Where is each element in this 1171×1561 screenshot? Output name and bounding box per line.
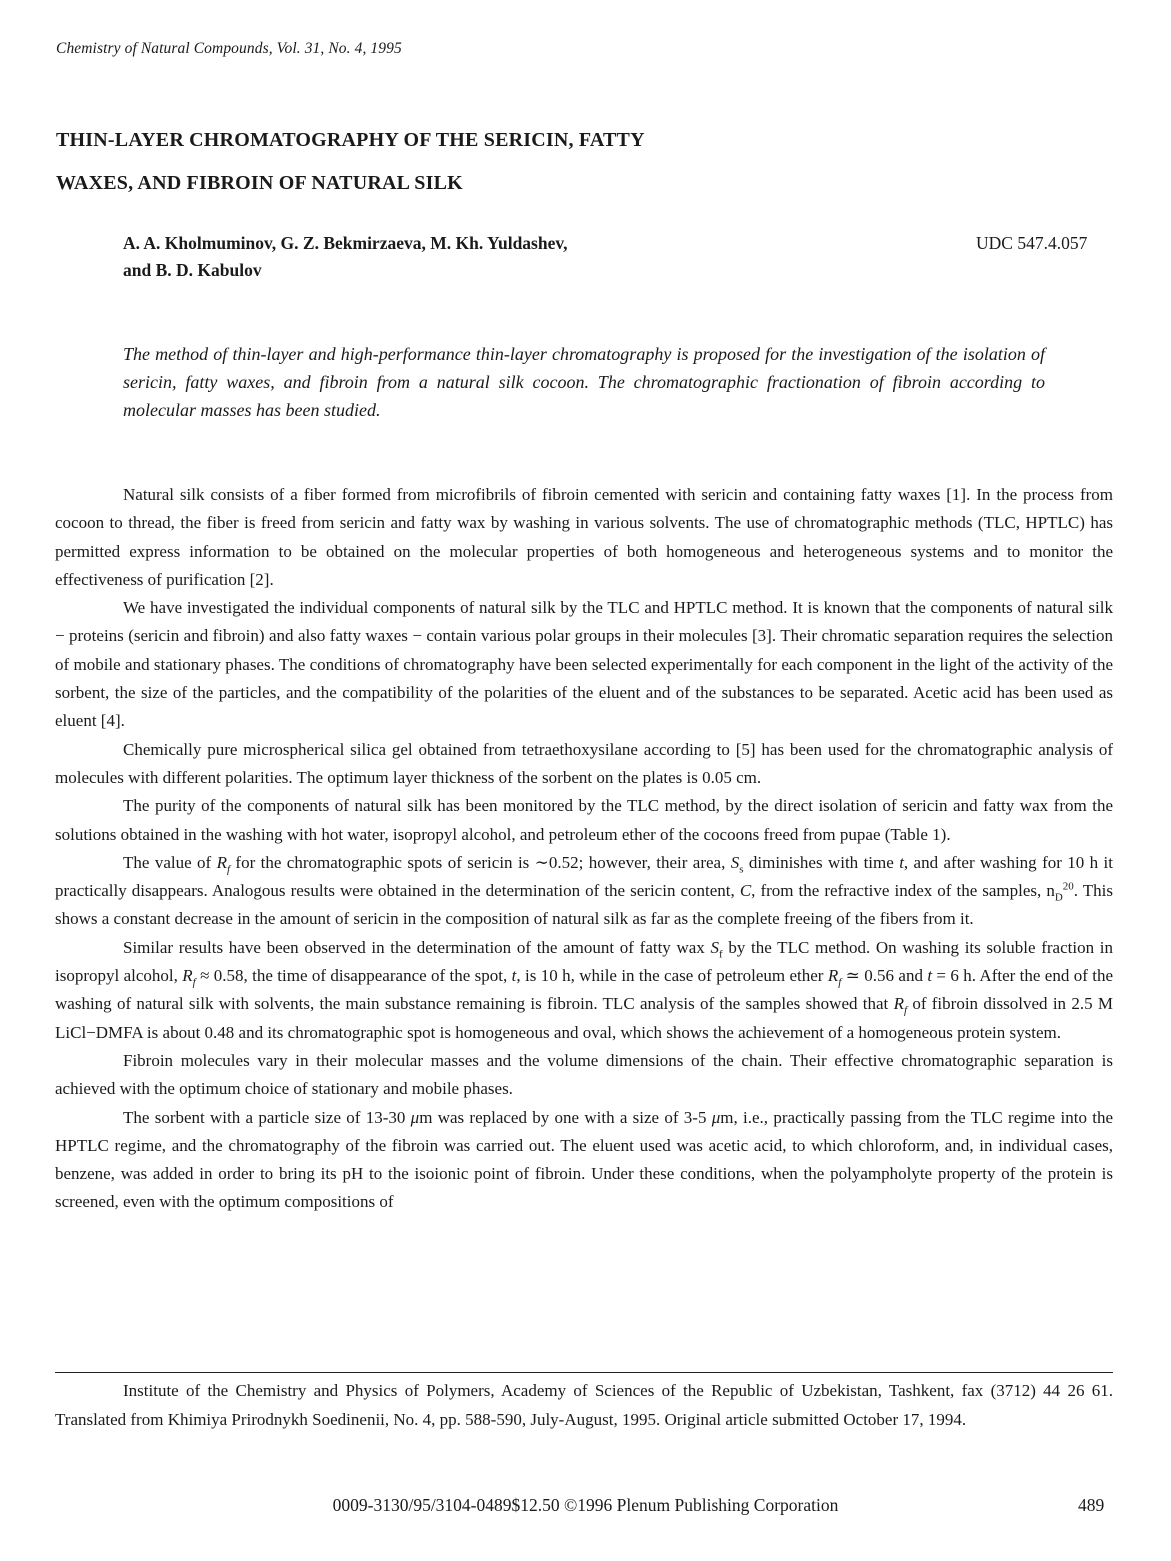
- paragraph-3: Chemically pure microspherical silica gel obtained from tetraethoxysilane according to [5] has been used for the chromatographic analysis of molecules with different polarities. The optimum layer thickness of the sorbent on the plates is 0.05 cm.: [55, 739, 1113, 787]
- paragraph-7: Fibroin molecules vary in their molecular masses and the volume dimensions of the chain. Their effective chromatographic separation is achieved with the optimum choice of stationary and mobile phases.: [55, 1050, 1113, 1099]
- footnote: [55, 1377, 1113, 1434]
- authors-line-1: A. A. Kholmuminov, G. Z. Bekmirzaeva, M. Kh. Yuldashev,: [123, 233, 568, 253]
- paragraph-4: The purity of the components of natural silk has been monitored by the TLC method, by the direct isolation of sericin and fatty wax from the solutions obtained in the washing with hot water, isopropyl alcohol, and petroleum ether of the cocoons freed from pupae (Table 1).: [55, 796, 1113, 844]
- title-line-1: THIN-LAYER CHROMATOGRAPHY OF THE SERICIN, FATTY: [56, 129, 645, 151]
- paragraph-1: Natural silk consists of a fiber formed from microfibrils of fibroin cemented with sericin and containing fatty waxes [1]. In the process from cocoon to thread, the fiber is freed from sericin and fatty wax by washing in various solvents. The use of chromatographic methods (TLC, HPTLC) has permitted express information to be obtained on the molecular properties of both homogeneous and heterogeneous systems and to monitor the effectiveness of purification [2].: [55, 485, 1113, 589]
- authors-line-2: and B. D. Kabulov: [123, 260, 262, 280]
- paragraph-6: Similar results have been observed in the determination of the amount of fatty wax $S_f$ by the TLC method. On washing its soluble fraction in isopropyl alcohol, $R_f \approx 0.58$, the time of disappearance of the spot, t, is 10 h, while in the case of petroleum ether $R_f$ ≃ 0.56 and t = 6 h. After the end of the washing of natural silk with solvents, the main substance remaining is fibroin. TLC analysis of the samples showed that $R_f$ of fibroin dissolved in 2.5 M LiCl−DMFA is about 0.48 and its chromatographic spot is homogeneous and oval, which shows the achievement of a homogeneous protein system.: [55, 937, 1113, 1042]
- abstract: The method of thin-layer and high-performance thin-layer chromatography is proposed for the investigation of the isolation of sericin, fatty waxes, and fibroin from a natural silk cocoon. The chromatographic fractionation of fibroin according to molecular masses has been studied.: [123, 344, 1045, 421]
- title-line-2: WAXES, AND FIBROIN OF NATURAL SILK: [56, 172, 463, 194]
- journal-header: Chemistry of Natural Compounds, Vol. 31, No. 4, 1995: [56, 40, 402, 57]
- footnote-text: Institute of the Chemistry and Physics of Polymers, Academy of Sciences of the Republic of Uzbekistan, Tashkent, fax (3712) 44 26 61. Translated from Khimiya Prirodnykh Soedinenii, No. 4, pp. 588-590, July-August, 1995. Original article submitted October 17, 1994.: [55, 1381, 1113, 1429]
- page-number: 489: [1078, 1495, 1105, 1515]
- authors: [123, 230, 823, 284]
- paragraph-2: We have investigated the individual components of natural silk by the TLC and HPTLC method. It is known that the components of natural silk − proteins (sericin and fibroin) and also fatty waxes − contain various polar groups in their molecules [3]. Their chromatic separation requires the selection of mobile and stationary phases. The conditions of chromatography have been selected experimentally for each component in the light of the activity of the sorbent, the size of the particles, and the compatibility of the polarities of the eluent and of the substances to be separated. Acetic acid has been used as eluent [4].: [55, 598, 1113, 731]
- paragraph-5: The value of $R_f$ for the chromatographic spots of sericin is ∼0.52; however, their area, $S_s$ diminishes with time t, and after washing for 10 h it practically disappears. Analogous results were obtained in the determination of the sericin content, C, from the refractive index of the samples, $n_D^{20}$. This shows a constant decrease in the amount of sericin in the composition of natural silk as far as the complete freeing of the fibers from it.: [55, 852, 1113, 929]
- publisher-code: 0009-3130/95/3104-0489$12.50 ©1996 Plenum Publishing Corporation: [332, 1495, 839, 1515]
- udc-code: UDC 547.4.057: [976, 233, 1088, 253]
- paragraph-8: The sorbent with a particle size of 13-30 μm was replaced by one with a size of 3-5 μm, i.e., practically passing from the TLC regime into the HPTLC regime, and the chromatography of the fibroin was carried out. The eluent used was acetic acid, to which chloroform, and, in individual cases, benzene, was added in order to bring its pH to the isoionic point of fibroin. Under these conditions, when the polyampholyte property of the protein is screened, even with the optimum compositions of: [55, 1107, 1113, 1212]
- footnote-divider: [55, 1372, 1113, 1373]
- article-title: [56, 119, 956, 205]
- body-text: [55, 481, 1113, 1217]
